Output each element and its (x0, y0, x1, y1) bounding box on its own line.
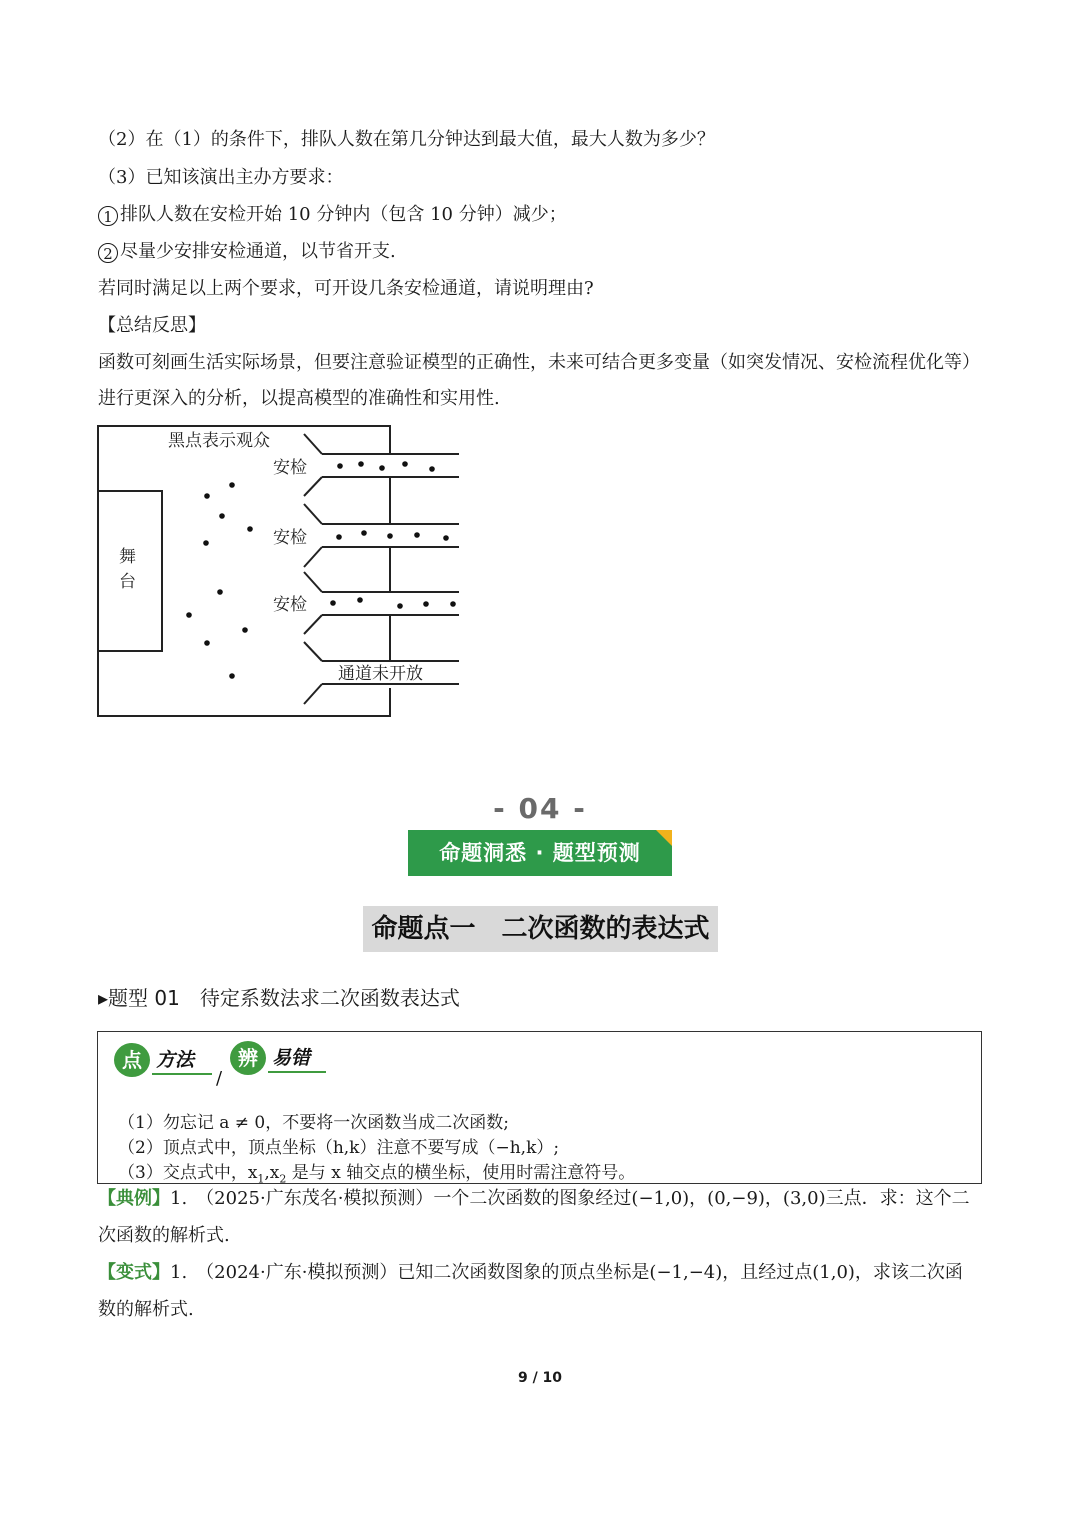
example-1 (98, 1180, 980, 1254)
tip-1: （1）勿忘记 a ≠ 0，不要将一次函数当成二次函数; (118, 1113, 509, 1133)
variant-text: 1. （2024·广东·模拟预测）已知二次函数图象的顶点坐标是(−1,−4)，且经过点(1,0)，求该二次函数的解析式. (98, 1262, 963, 1320)
stage-box (98, 491, 162, 651)
gate-label-2: 安检 (273, 528, 307, 548)
variant-1 (98, 1254, 980, 1328)
banner-text: 命题洞悉 · 题型预测 (439, 841, 641, 865)
section-title: 命题点一 二次函数的表达式 (363, 906, 718, 952)
badge-char-2: 辨 (238, 1046, 258, 1070)
stage-label-1: 舞 (119, 547, 136, 567)
badge-text-1: 方法 (156, 1049, 195, 1071)
badge-slash: / (216, 1068, 223, 1086)
question-3-ask: 若同时满足以上两个要求，可开设几条安检通道，请说明理由? (98, 278, 594, 299)
question-2-text: （2）在（1）的条件下，排队人数在第几分钟达到最大值，最大人数为多少？ (98, 129, 715, 150)
badge-char-1: 点 (122, 1048, 142, 1072)
banner-corner-accent (656, 830, 672, 846)
gate-label-1: 安检 (273, 458, 307, 478)
requirement-1-text: 排队人数在安检开始 10 分钟内（包含 10 分钟）减少； (120, 204, 567, 225)
channel-lines (322, 454, 459, 684)
circled-number-1: 1 (98, 206, 118, 226)
section-number: - 04 - (493, 792, 587, 825)
variant-tag: 【变式】 (98, 1262, 170, 1283)
gate-label-3: 安检 (273, 595, 307, 615)
badge-text-2: 易错 (272, 1047, 311, 1069)
question-type-heading: ▸题型 01 待定系数法求二次函数表达式 (98, 986, 460, 1010)
audience-dots (186, 461, 456, 679)
method-badge (112, 1036, 342, 1086)
page-number: 9 / 10 (517, 1370, 563, 1386)
requirement-2 (98, 240, 396, 264)
legend-label: 黑点表示观众 (168, 431, 270, 451)
requirement-2-text: 尽量少安排安检通道，以节省开支. (120, 241, 396, 262)
stage-label-2: 台 (119, 572, 136, 592)
tip-3: （3）交点式中，$x_1,x_2$ 是与 x 轴交点的横坐标，使用时需注意符号。 (118, 1163, 636, 1186)
requirement-1 (98, 203, 567, 227)
question-3-text: （3）已知该演出主办方要求： (98, 167, 344, 188)
section-banner (408, 830, 672, 876)
summary-title: 【总结反思】 (98, 315, 206, 336)
closed-channel-label: 通道未开放 (338, 664, 423, 684)
circled-number-2: 2 (98, 243, 118, 263)
security-check-diagram (96, 424, 476, 724)
method-tips-box (97, 1031, 982, 1184)
tip-2: （2）顶点式中，顶点坐标（h,k）注意不要写成（−h,k）; (118, 1138, 560, 1158)
example-text: 1. （2025·广东茂名·模拟预测）一个二次函数的图象经过(−1,0)，(0,−9)，(3,0)三点．求：这个二次函数的解析式. (98, 1188, 970, 1246)
example-tag: 【典例】 (98, 1188, 170, 1209)
summary-text: 函数可刻画生活实际场景，但要注意验证模型的正确性，未来可结合更多变量（如突发情况、安检流程优化等）进行更深入的分析，以提高模型的准确性和实用性. (98, 352, 980, 409)
